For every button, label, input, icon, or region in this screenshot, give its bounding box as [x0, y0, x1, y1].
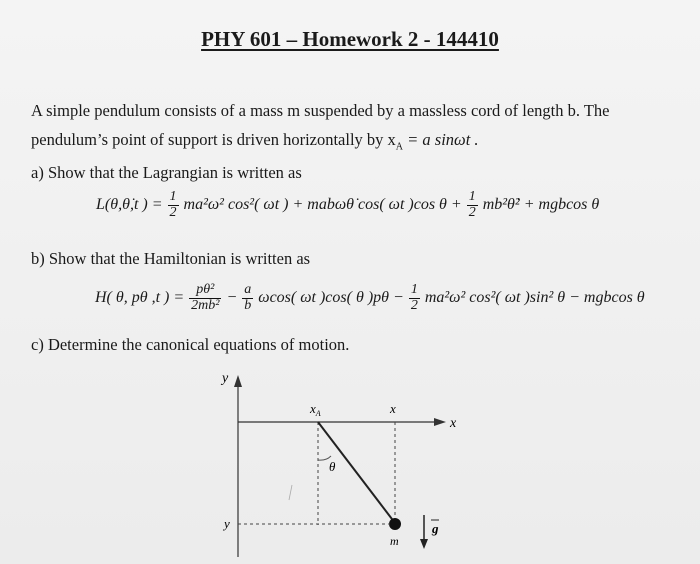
x-axis-arrow	[434, 418, 446, 426]
intro-line-1: A simple pendulum consists of a mass m suspended by a massless cord of length b. The	[31, 101, 610, 120]
support-position-label: $x_A$	[310, 401, 321, 418]
part-a-prompt: a) Show that the Lagrangian is written as	[31, 163, 302, 182]
gravity-arrow-head	[420, 539, 428, 549]
x-axis-label: x	[450, 416, 457, 431]
fraction-half: $\frac{1}{2}$	[169, 189, 177, 220]
y-axis-label: y	[222, 371, 229, 386]
theta-label: θ	[329, 459, 336, 474]
mass-x-label: x	[390, 401, 396, 416]
gravity-label: g	[432, 521, 439, 536]
pendulum-mass	[389, 518, 401, 530]
y-level-label: y	[224, 516, 230, 531]
lagrangian-equation: L(θ,θ̇,t ) = $\frac{1}{2}$ ma²ω² cos²( ωt ) + mabωθ̇ cos( ωt )cos θ + $\frac{1}{2}$ mb²θ̇² + mgbcos θ	[96, 189, 600, 220]
pendulum-diagram	[190, 365, 470, 560]
mass-label: m	[390, 534, 399, 548]
fraction-a-over-b: $\frac{a}{b}$	[244, 282, 252, 313]
page-title: PHY 601 – Homework 2 - 144410	[201, 27, 499, 51]
problem-intro	[31, 96, 686, 161]
pencil-mark	[289, 485, 292, 500]
y-axis-arrow	[234, 375, 242, 387]
part-c-prompt: c) Determine the canonical equations of motion.	[31, 335, 350, 354]
intro-line-2: pendulum’s point of support is driven horizontally by $x_A = a$ sinωt .	[31, 130, 479, 153]
fraction-half: $\frac{1}{2}$	[410, 282, 418, 313]
fraction-half: $\frac{1}{2}$	[468, 189, 476, 220]
hamiltonian-equation: H( θ, pθ ,t ) = $\frac{\text{pθ²}}{\text{2mb²}}$ − $\frac{a}{b}$ ωcos( ωt )cos( θ )pθ − $\frac{1}{2}$ ma²ω² cos²( ωt )sin² θ − mgbcos θ	[95, 282, 645, 313]
fraction-momentum: $\frac{\text{pθ²}}{\text{2mb²}}$	[191, 282, 220, 313]
part-b-prompt: b) Show that the Hamiltonian is written as	[31, 249, 311, 268]
